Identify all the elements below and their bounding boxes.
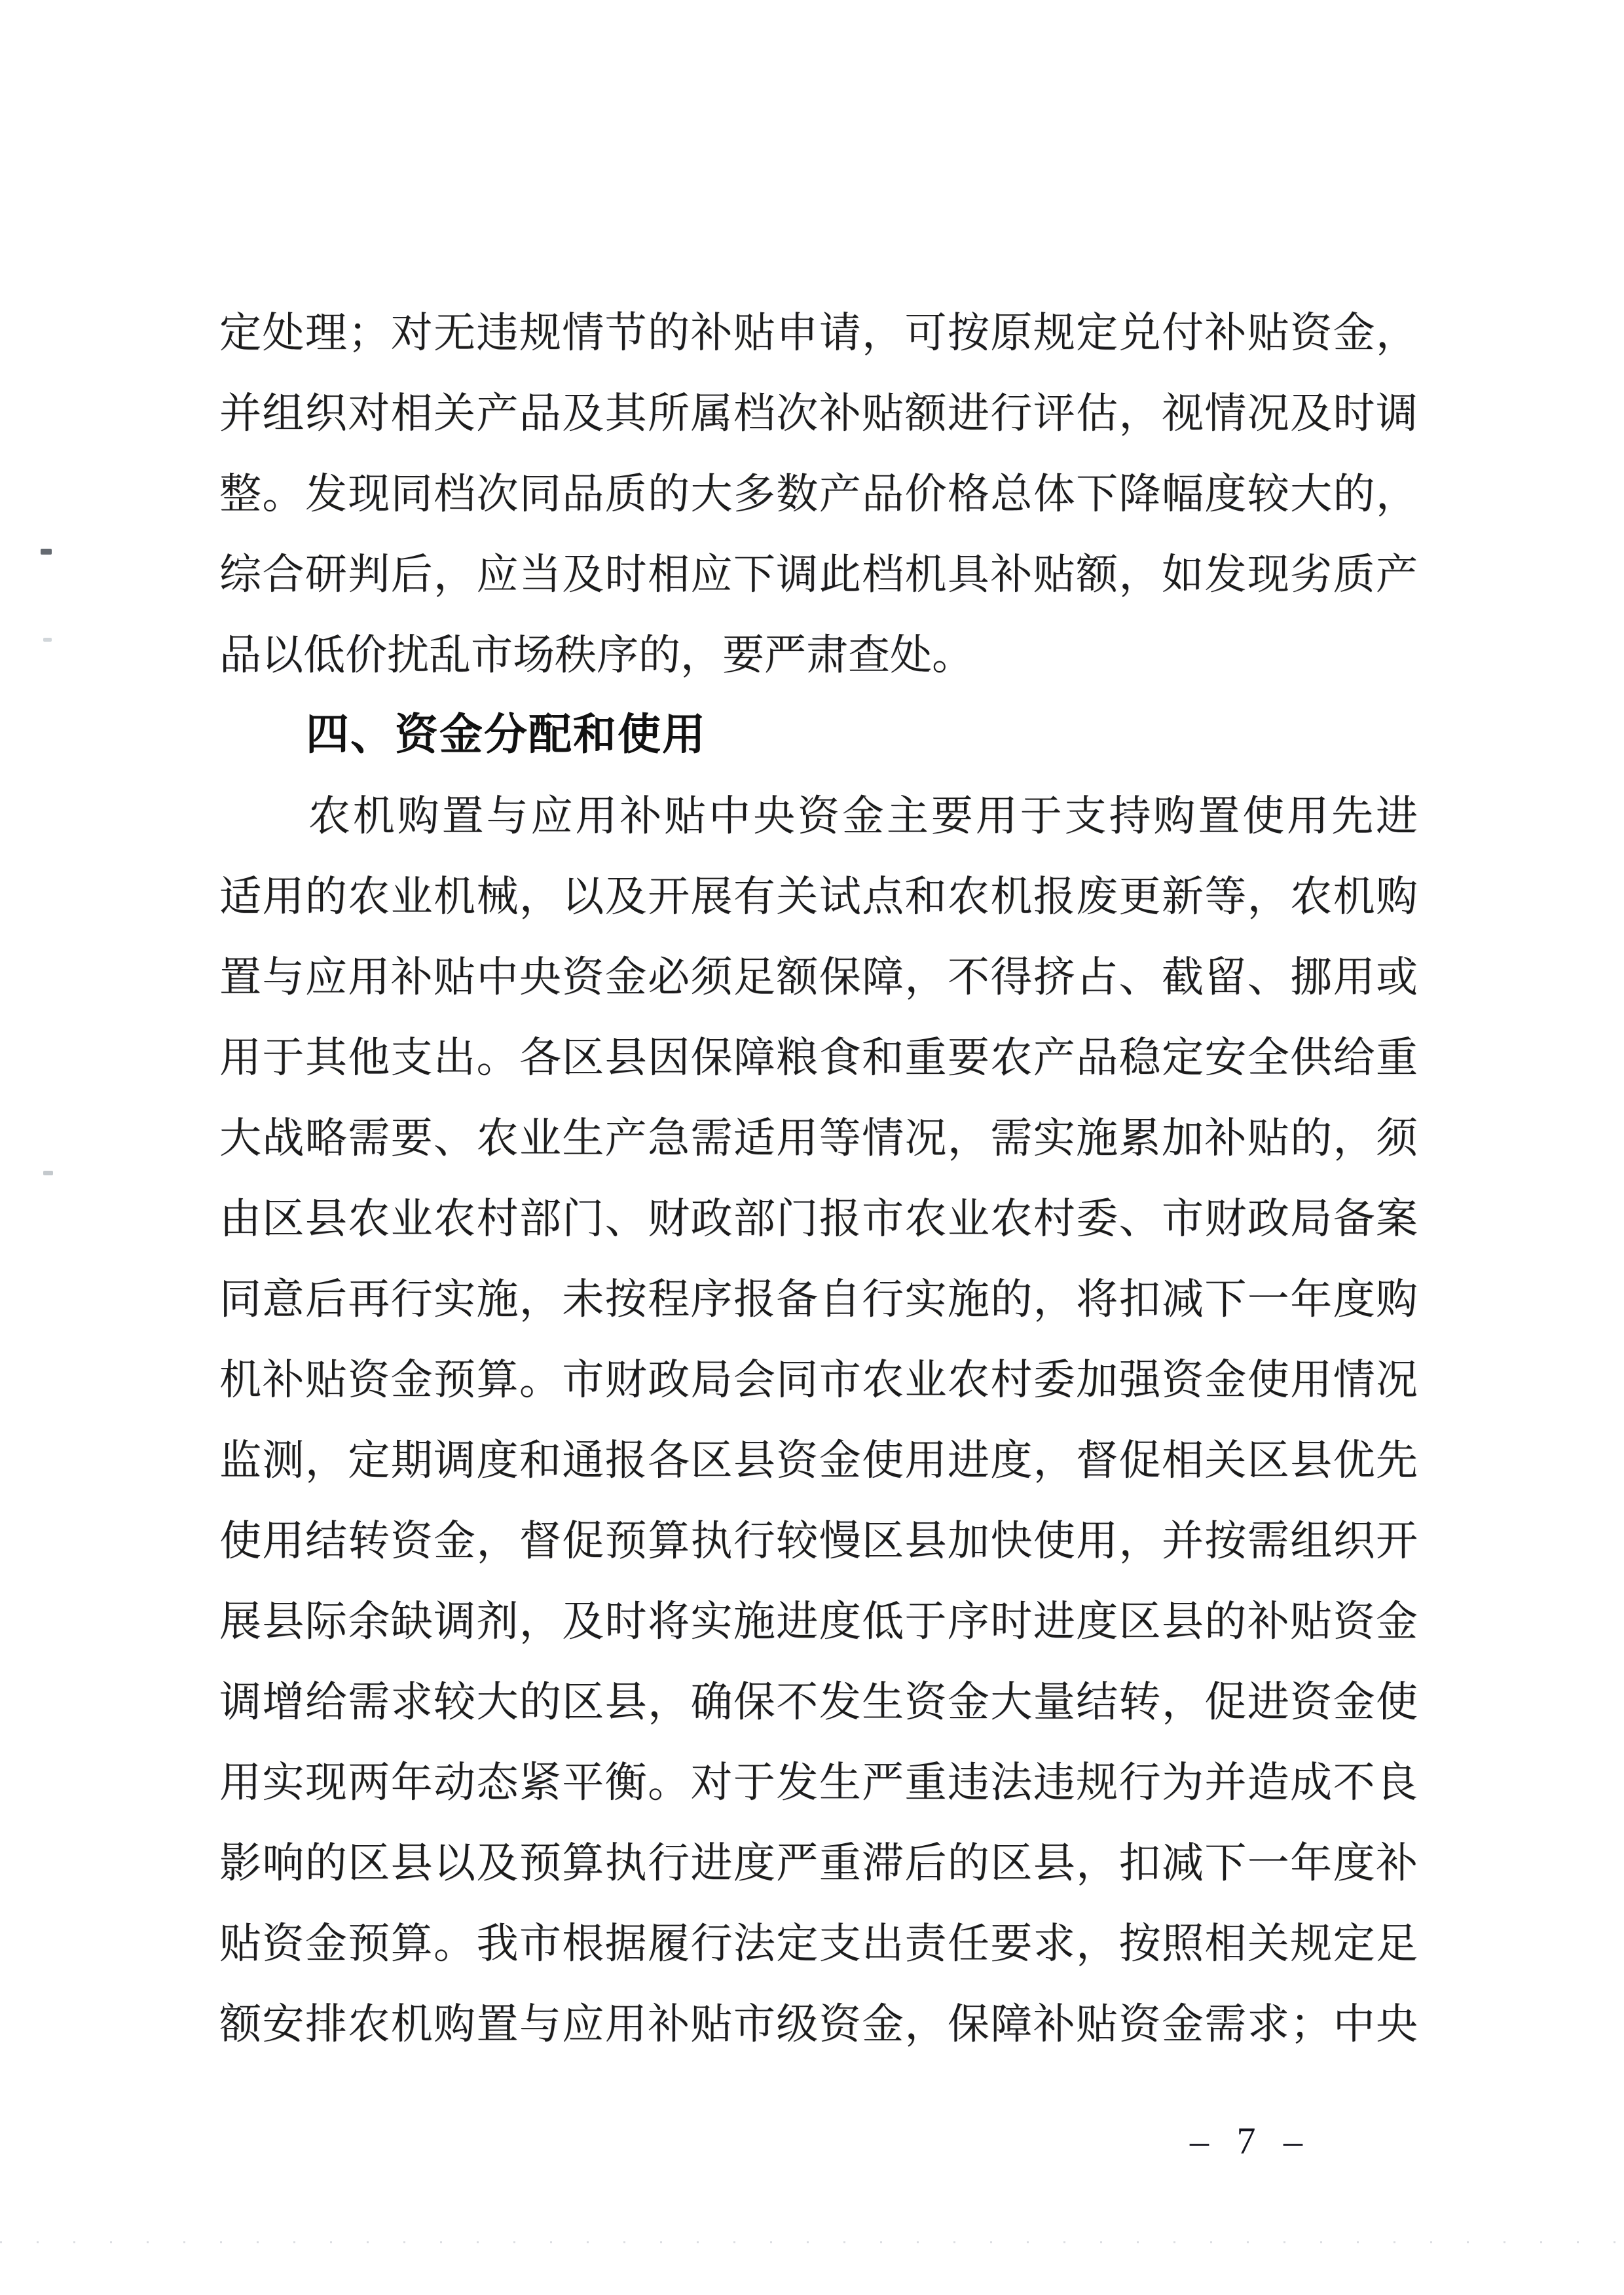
document-line: 使用结转资金，督促预算执行较慢区县加快使用，并按需组织开 [219, 1518, 1418, 1564]
document-line: 定处理；对无违规情节的补贴申请，可按原规定兑付补贴资金， [219, 310, 1418, 356]
document-line: 农机购置与应用补贴中央资金主要用于支持购置使用先进 [219, 793, 1418, 839]
document-line: 品以低价扰乱市场秩序的，要严肃查处。 [219, 632, 974, 678]
document-line: 大战略需要、农业生产急需适用等情况，需实施累加补贴的，须 [219, 1115, 1418, 1162]
document-line: 机补贴资金预算。市财政局会同市农业农村委加强资金使用情况 [219, 1357, 1418, 1403]
document-line: 贴资金预算。我市根据履行法定支出责任要求，按照相关规定足 [219, 1920, 1418, 1967]
document-line: 整。发现同档次同品质的大多数产品价格总体下降幅度较大的， [219, 471, 1418, 517]
scan-speck [43, 638, 52, 642]
document-line: 监测，定期调度和通报各区县资金使用进度，督促相关区县优先 [219, 1437, 1418, 1484]
document-line: 综合研判后，应当及时相应下调此档机具补贴额，如发现劣质产 [219, 551, 1418, 598]
document-line: 用于其他支出。各区县因保障粮食和重要农产品稳定安全供给重 [219, 1035, 1418, 1081]
document-line: 适用的农业机械，以及开展有关试点和农机报废更新等，农机购 [219, 873, 1418, 920]
document-line: 影响的区县以及预算执行进度严重滞后的区县，扣减下一年度补 [219, 1840, 1418, 1886]
scan-edge-line [0, 2241, 1624, 2243]
section-heading: 四、资金分配和使用 [306, 709, 707, 760]
page-number: – 7 – [1190, 2120, 1312, 2162]
document-line: 调增给需求较大的区县，确保不发生资金大量结转，促进资金使 [219, 1679, 1418, 1725]
document-line: 用实现两年动态紧平衡。对于发生严重违法违规行为并造成不良 [219, 1759, 1418, 1806]
scan-speck [43, 1171, 53, 1175]
document-line: 额安排农机购置与应用补贴市级资金，保障补贴资金需求；中央 [219, 2001, 1418, 2047]
document-line: 由区县农业农村部门、财政部门报市农业农村委、市财政局备案 [219, 1196, 1418, 1242]
scan-speck [41, 549, 52, 555]
document-line: 展县际余缺调剂，及时将实施进度低于序时进度区县的补贴资金 [219, 1598, 1418, 1645]
document-line: 置与应用补贴中央资金必须足额保障，不得挤占、截留、挪用或 [219, 954, 1418, 1001]
document-line: 并组织对相关产品及其所属档次补贴额进行评估，视情况及时调 [219, 390, 1418, 437]
document-line: 同意后再行实施，未按程序报备自行实施的，将扣减下一年度购 [219, 1276, 1418, 1323]
